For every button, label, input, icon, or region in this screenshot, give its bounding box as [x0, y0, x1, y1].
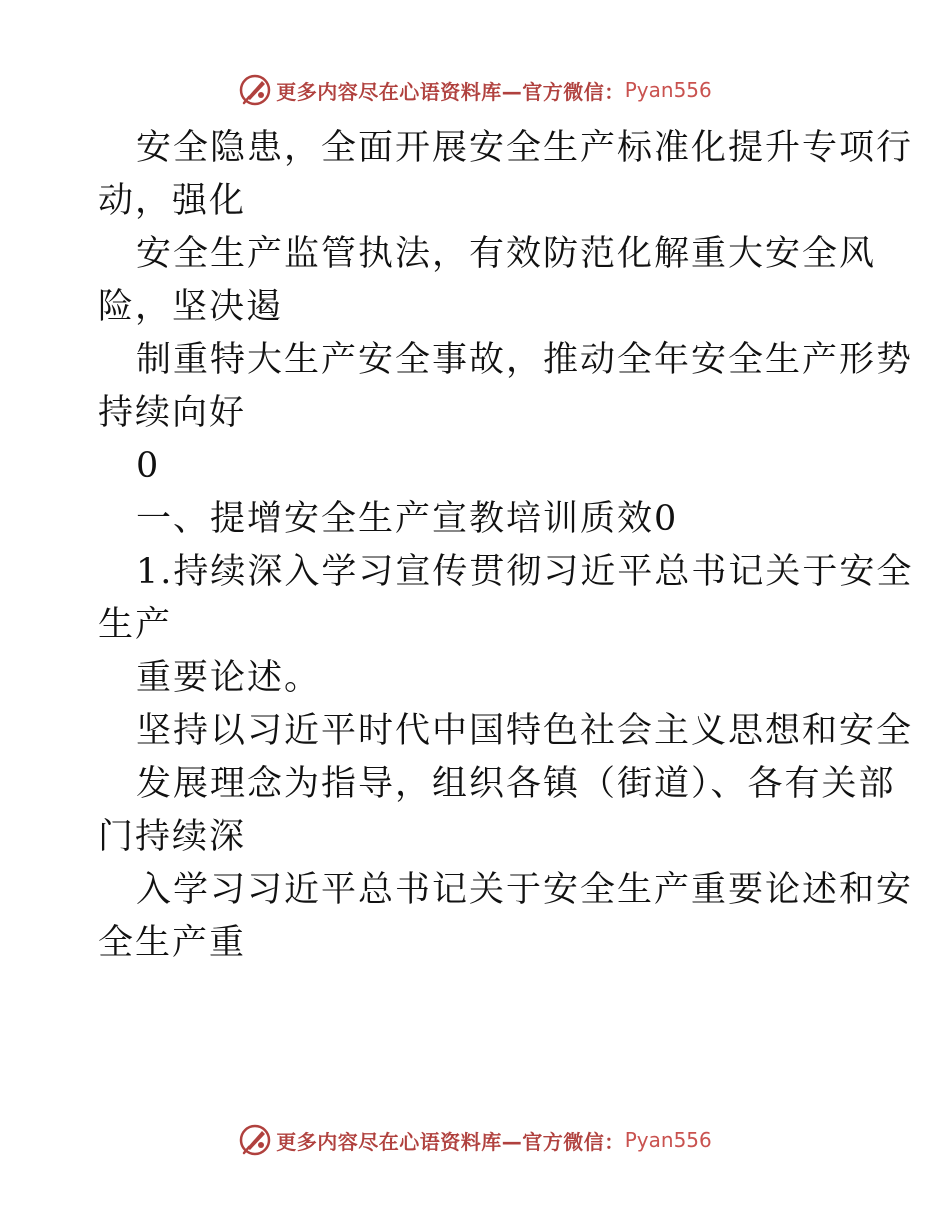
body-line: 安全隐患，全面开展安全生产标准化提升专项行: [136, 128, 914, 168]
body-line: 安全生产监管执法，有效防范化解重大安全风: [136, 234, 877, 274]
body-line: 发展理念为指导，组织各镇（街道）、各有关部: [136, 764, 896, 804]
body-line: 入学习习近平总书记关于安全生产重要论述和安: [136, 870, 914, 910]
body-line: 动，强化: [98, 181, 247, 221]
body-line: 制重特大生产安全事故，推动全年安全生产形势: [136, 340, 914, 380]
header-banner: [0, 68, 950, 112]
footer-banner-text: 更多内容尽在心语资料库—官方微信：: [276, 1129, 625, 1154]
body-line: 0: [136, 446, 161, 486]
body-line: 持续向好: [98, 393, 247, 433]
header-banner-text: 更多内容尽在心语资料库—官方微信：: [276, 79, 625, 104]
header-banner-handle: Pyan556: [624, 78, 712, 102]
footer-banner-handle: Pyan556: [624, 1128, 712, 1152]
section-heading: 一、提增安全生产宣教培训质效0: [136, 499, 679, 539]
body-line: 重要论述。: [136, 658, 322, 698]
footer-banner: [0, 1118, 950, 1162]
body-line: 坚持以习近平时代中国特色社会主义思想和安全: [136, 711, 914, 751]
body-line: 险，坚决遏: [98, 287, 284, 327]
quill-pen-logo-icon: [238, 73, 272, 107]
document-body: [98, 122, 914, 970]
body-line: 门持续深: [98, 817, 247, 857]
quill-pen-logo-icon: [238, 1123, 272, 1157]
body-line: 生产: [98, 605, 173, 645]
body-line: 1.持续深入学习宣传贯彻习近平总书记关于安全: [136, 552, 914, 592]
body-line: 全生产重: [98, 923, 247, 963]
